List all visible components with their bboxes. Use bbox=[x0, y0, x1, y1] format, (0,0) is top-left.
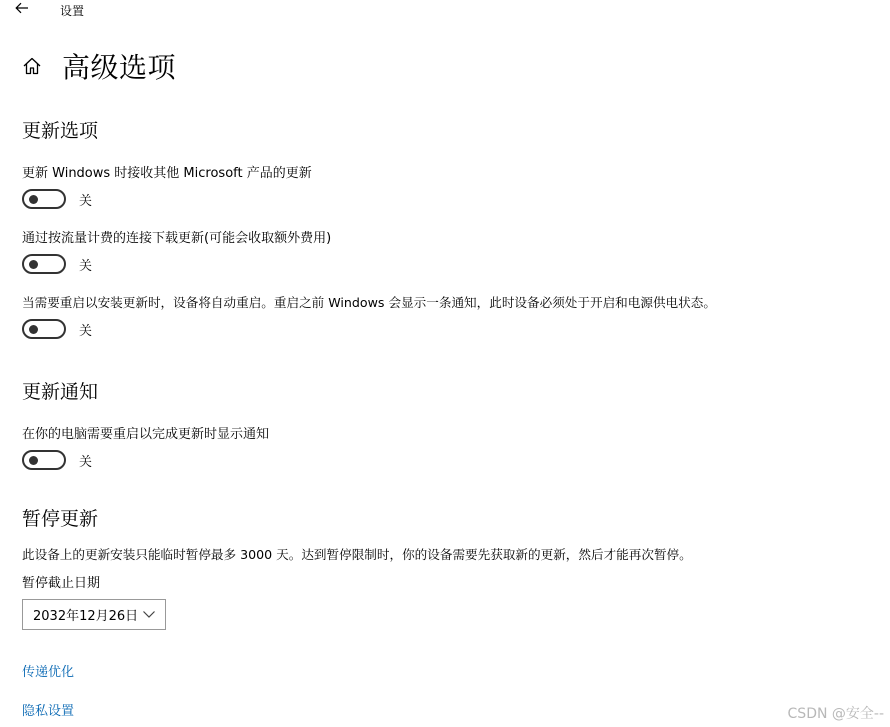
toggle-knob bbox=[29, 456, 38, 465]
delivery-optimization-link[interactable]: 传递优化 bbox=[22, 665, 75, 680]
toggle-state-label: 关 bbox=[79, 323, 93, 339]
section-title-pause-updates: 暂停更新 bbox=[22, 508, 99, 530]
title-bar bbox=[0, 0, 890, 20]
toggle-row-restart-notification bbox=[22, 449, 92, 471]
toggle-state-label: 关 bbox=[79, 258, 93, 274]
toggle-state-label: 关 bbox=[79, 454, 93, 470]
page-title: 高级选项 bbox=[62, 51, 177, 84]
pause-date-label: 暂停截止日期 bbox=[22, 576, 101, 591]
page-header bbox=[20, 44, 176, 88]
privacy-settings-link[interactable]: 隐私设置 bbox=[22, 704, 75, 719]
watermark: CSDN @安全-- bbox=[787, 706, 884, 722]
toggle-knob bbox=[29, 325, 38, 334]
toggle-restart-notification[interactable] bbox=[22, 450, 66, 470]
chevron-down-icon bbox=[142, 608, 156, 620]
section-title-update-options: 更新选项 bbox=[22, 120, 99, 142]
pause-date-dropdown[interactable] bbox=[22, 599, 166, 630]
back-button[interactable] bbox=[10, 0, 34, 18]
toggle-knob bbox=[29, 260, 38, 269]
toggle-other-products[interactable] bbox=[22, 189, 66, 209]
setting-label-auto-restart: 当需要重启以安装更新时，设备将自动重启。重启之前 Windows 会显示一条通知，此时设备必须处于开启和电源供电状态。 bbox=[22, 295, 716, 310]
selected-date: 2032年12月26日 bbox=[33, 609, 139, 624]
toggle-row-other-products bbox=[22, 188, 92, 210]
pause-description: 此设备上的更新安装只能临时暂停最多 3000 天。达到暂停限制时，你的设备需要先获取新的更新，然后才能再次暂停。 bbox=[22, 547, 692, 562]
toggle-knob bbox=[29, 195, 38, 204]
setting-label-metered-connection: 通过按流量计费的连接下载更新(可能会收取额外费用) bbox=[22, 231, 332, 246]
arrow-left-icon bbox=[15, 2, 29, 14]
home-icon[interactable] bbox=[20, 54, 44, 78]
toggle-row-auto-restart bbox=[22, 318, 92, 340]
toggle-row-metered-connection bbox=[22, 253, 92, 275]
setting-label-restart-notification: 在你的电脑需要重启以完成更新时显示通知 bbox=[22, 427, 270, 442]
toggle-auto-restart[interactable] bbox=[22, 319, 66, 339]
section-title-update-notifications: 更新通知 bbox=[22, 381, 99, 403]
toggle-metered-connection[interactable] bbox=[22, 254, 66, 274]
app-title: 设置 bbox=[60, 4, 85, 18]
setting-label-other-products: 更新 Windows 时接收其他 Microsoft 产品的更新 bbox=[22, 166, 312, 181]
toggle-state-label: 关 bbox=[79, 193, 93, 209]
